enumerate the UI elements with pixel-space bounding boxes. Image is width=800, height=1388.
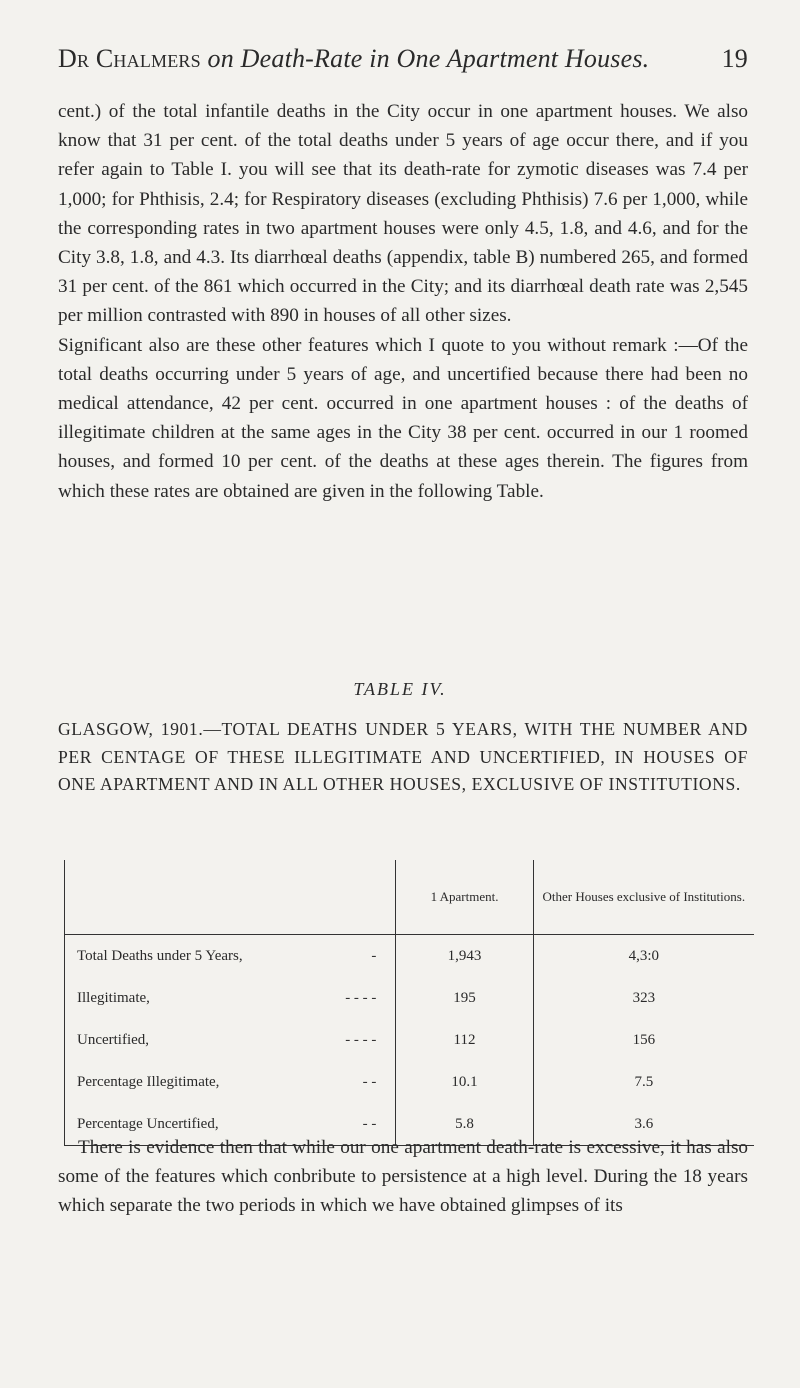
cell-one-apartment: 112 [396, 1019, 533, 1061]
page-number: 19 [721, 44, 748, 73]
row-label-text: Uncertified, [77, 1031, 150, 1048]
cell-other-houses: 3.6 [533, 1103, 754, 1146]
row-label [65, 977, 396, 1019]
body-text [58, 97, 748, 506]
header-author: Dr Chalmers [58, 44, 201, 73]
table-row [65, 977, 755, 1019]
running-header [58, 44, 748, 74]
row-leader: - [371, 947, 377, 964]
table-row [65, 1019, 755, 1061]
cell-one-apartment: 5.8 [396, 1103, 533, 1146]
cell-one-apartment: 195 [396, 977, 533, 1019]
row-leader: - - [362, 1115, 377, 1132]
column-header-one-apartment: 1 Apartment. [396, 860, 533, 935]
row-label-text: Total Deaths under 5 Years, [77, 947, 243, 964]
row-leader: - - [362, 1073, 377, 1090]
paragraph-1: cent.) of the total infantile deaths in the City occur in one apartment houses. We also know that 31 per cent. of the total deaths under 5 years of age occur there, and if you refer again to Table I. you will see that its death-rate for zymotic diseases was 7.4 per 1,000; for Phthisis, 2.4; for Respiratory diseases (excluding Phthisis) 7.6 per 1,000, while the corresponding rates in two apartment houses were only 4.5, 1.8, and 4.6, and for the City 3.8, 1.8, and 4.3. Its diarrhœal deaths (appendix, table B) numbered 265, and formed 31 per cent. of the 861 which occurred in the City; and its diarrhœal death rate was 2,545 per million contrasted with 890 in houses of all other sizes. [58, 101, 748, 327]
column-header-other-houses: Other Houses exclusive of Institutions. [533, 860, 754, 935]
closing-text [58, 1133, 748, 1221]
row-leader: - - - - [345, 989, 377, 1006]
table-row [65, 935, 755, 978]
table-row [65, 1061, 755, 1103]
row-label-text: Percentage Uncertified, [77, 1115, 219, 1132]
row-label-text: Illegitimate, [77, 989, 150, 1006]
deaths-table [64, 860, 754, 1146]
cell-one-apartment: 1,943 [396, 935, 533, 978]
closing-paragraph: There is evidence then that while our one apartment death-rate is excessive, it has also some of the features which conbribute to persistence at a high level. During the 18 years which separate the two periods in which we have obtained glimpses of its [58, 1137, 748, 1217]
row-label-text: Percentage Illegitimate, [77, 1073, 220, 1090]
table-header-row [65, 860, 755, 935]
cell-one-apartment: 10.1 [396, 1061, 533, 1103]
table-title: TABLE IV. [353, 679, 447, 699]
table-caption: GLASGOW, 1901.—TOTAL DEATHS UNDER 5 YEARS, WITH THE NUMBER AND PER CENTAGE OF THESE ILLEGITIMATE AND UNCERTIFIED, IN HOUSES OF ONE APARTMENT AND IN ALL OTHER HOUSES, EXCLUSIVE OF INSTITUTIONS. [58, 719, 748, 794]
cell-other-houses: 156 [533, 1019, 754, 1061]
row-label [65, 1019, 396, 1061]
row-label [65, 1061, 396, 1103]
column-header-label [65, 860, 396, 935]
header-title: on Death-Rate in One Apartment Houses. [207, 44, 650, 73]
row-label [65, 935, 396, 978]
row-leader: - - - - [345, 1031, 377, 1048]
paragraph-2: Significant also are these other features which I quote to you without remark :—Of the total deaths occurring under 5 years of age, and uncertified because there had been no medical attendance, 42 per cent. occurred in one apartment houses : of the deaths of illegitimate children at the same ages in the City 38 per cent. occurred in our 1 roomed houses, and formed 10 per cent. of the deaths at these ages therein. The figures from which these rates are obtained are given in the following Table. [58, 334, 748, 502]
cell-other-houses: 323 [533, 977, 754, 1019]
cell-other-houses: 7.5 [533, 1061, 754, 1103]
cell-other-houses: 4,3:0 [533, 935, 754, 978]
